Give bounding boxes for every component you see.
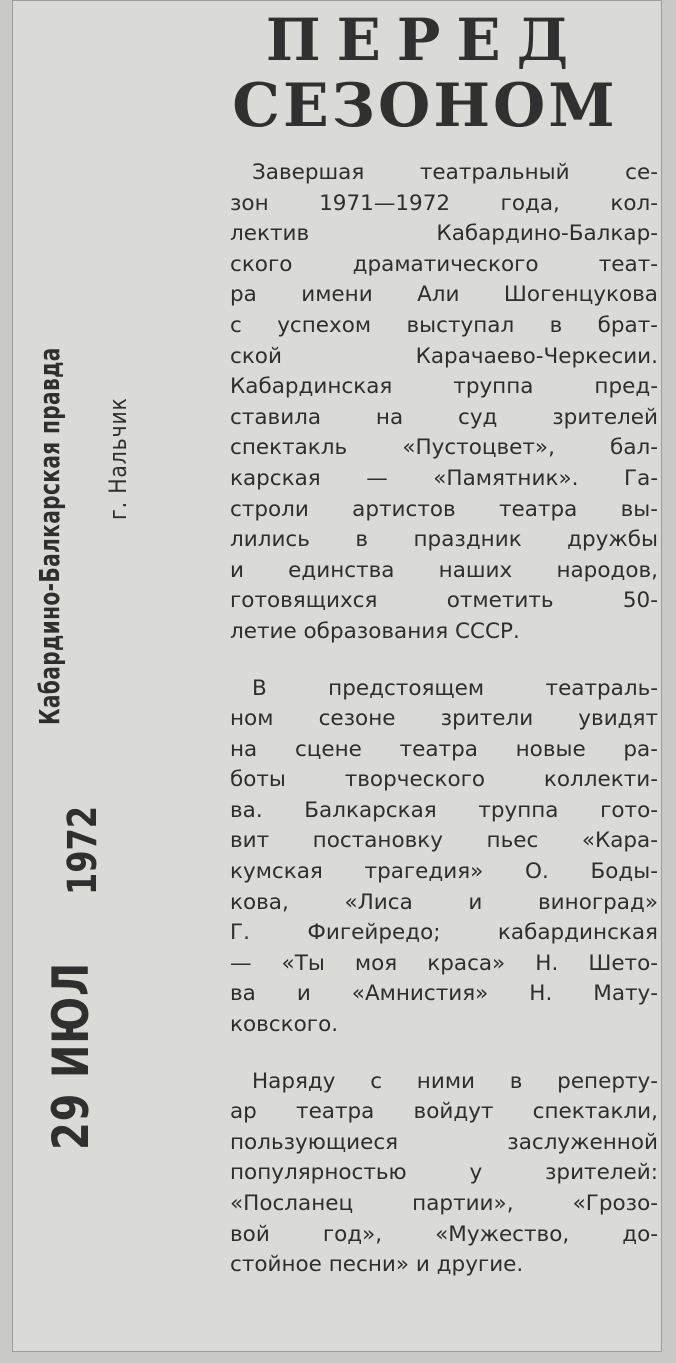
- article-line: с успехом выступал в брат-: [230, 312, 658, 338]
- article-line: кова, «Лиса и виноград»: [230, 889, 658, 915]
- article-line: популярностью у зрителей:: [230, 1160, 658, 1186]
- article-line: В предстоящем театраль-: [252, 675, 658, 701]
- article-line: карская — «Памятник». Га-: [230, 465, 658, 491]
- article-line: ского драматического теат-: [230, 251, 658, 277]
- year-stamp: 1972: [60, 805, 106, 895]
- article-line: лектив Кабардино-Балкар-: [230, 221, 658, 247]
- paragraph-gap: [230, 1041, 658, 1067]
- article-line: Завершая театральный се-: [252, 160, 658, 185]
- article-line: Г. Фигейредо; кабардинская: [230, 920, 658, 946]
- article-line: на сцене театра новые ра-: [230, 736, 658, 762]
- article-line: боты творческого коллекти-: [230, 767, 658, 793]
- article-line: строли артистов театра вы-: [230, 496, 658, 522]
- article-line: ар театра войдут спектакли,: [230, 1099, 658, 1125]
- article-line: готовящихся отметить 50-: [230, 588, 658, 614]
- article-line: лились в праздник дружбы: [230, 527, 658, 553]
- article-line: «Посланец партии», «Грозо-: [230, 1191, 658, 1216]
- article-line: пользующиеся заслуженной: [230, 1129, 658, 1155]
- article-line: стойное песни» и другие.: [230, 1252, 524, 1278]
- article-paragraph: [230, 1067, 658, 1281]
- article-line: зон 1971—1972 года, кол-: [230, 190, 658, 216]
- article-line: ской Карачаево-Черкесии.: [230, 343, 658, 369]
- article-line: вит постановку пьес «Кара-: [230, 828, 658, 854]
- article-line: — «Ты моя краса» Н. Шето-: [230, 950, 658, 976]
- date-stamp: 29 ИЮЛ: [42, 961, 100, 1150]
- article-line: спектакль «Пустоцвет», бал-: [230, 435, 658, 461]
- paragraph-gap: [230, 648, 658, 674]
- article-line: ковского.: [230, 1012, 339, 1038]
- article-paragraph: [230, 674, 658, 1041]
- article-line: Наряду с ними в реперту-: [252, 1068, 658, 1094]
- city-stamp: г. Нальчик: [104, 397, 132, 520]
- article-line: ра имени Али Шогенцукова: [230, 282, 658, 308]
- article-line: и единства наших народов,: [230, 557, 658, 583]
- article-line: ва. Балкарская труппа гото-: [230, 797, 658, 823]
- headline-line-1: ПЕРЕД: [265, 6, 585, 74]
- article-line: ставила на суд зрителей: [230, 404, 658, 430]
- article-line: вой год», «Мужество, до-: [230, 1221, 658, 1247]
- newspaper-name-stamp: Кабардино-Балкарская правда: [33, 347, 66, 725]
- article-line: ном сезоне зрители увидят: [230, 706, 658, 732]
- article-paragraph: [230, 158, 658, 648]
- article-line: летие образования СССР.: [230, 618, 520, 644]
- article-body: [230, 158, 658, 1281]
- article-line: Кабардинская труппа пред-: [230, 374, 658, 400]
- headline-line-2: СЕЗОНОМ: [232, 71, 618, 141]
- article-line: кумская трагедия» О. Боды-: [230, 859, 658, 885]
- article-line: ва и «Амнистия» Н. Мату-: [230, 981, 658, 1007]
